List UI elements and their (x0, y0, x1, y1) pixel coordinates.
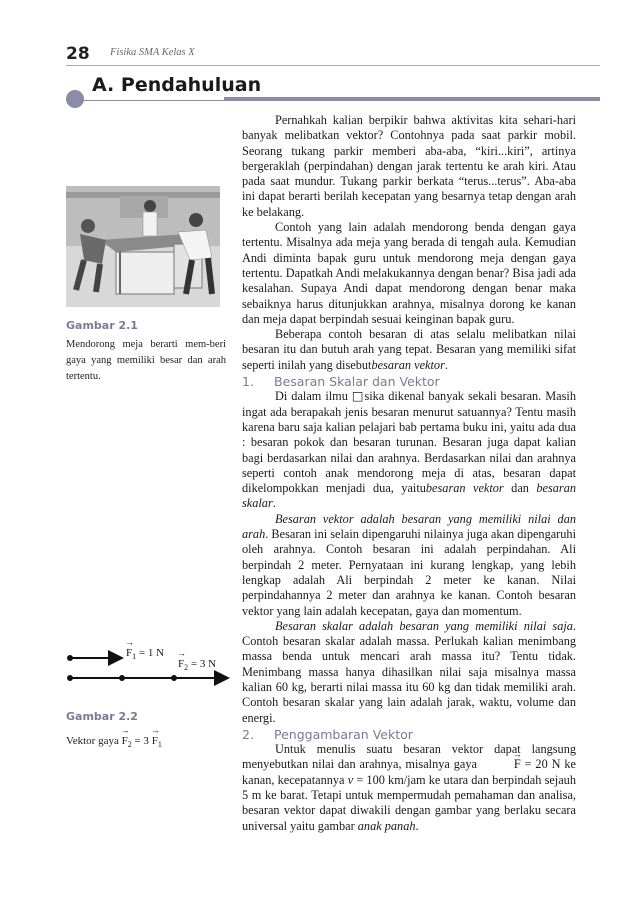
paragraph-6: Besaran skalar adalah besaran yang memiliki nilai saja. Contoh besaran skalar adalah massa. Perlukah kalian menimbang massa benda untuk mencari arah massa itu? Tentu tidak. Menimbang massa hanya dihasilkan nilai saja misalnya massa kalian 60 kg, berarti nilai massa itu 60 kg dan tidak memiliki arah. Contoh besaran skalar yang lain adalah jarak, waktu, volume dan energi. (242, 618, 576, 725)
subheading-2: 2. Penggambaran Vektor (242, 726, 413, 742)
paragraph-3: Beberapa contoh besaran di atas selalu melibatkan nilai besaran itu dan butuh arah yang tepat. Besaran yang memiliki sifat seperti inilah yang disebutbesaran vektor. (242, 327, 576, 372)
figure-1-caption: Mendorong meja berarti mem-beri gaya yang memiliki besar dan arah tertentu. (66, 339, 226, 382)
paragraph-2: Contoh yang lain adalah mendorong benda dengan gaya tertentu. Misalnya ada meja yang berada di tengah aula. Kemudian Andi diminta bapak guru untuk mendorong meja dengan gaya tertentu. Dapatkah Andi melakukannya dengan benar? Bisa jadi ada kesalahan. Supaya Andi dapat mendorong dengan benar maka sebaiknya harus ditunjukkan arahnya, misalnya dorong ke kanan dan meja dapat berpindah sesuai keinginan bapak guru. (242, 220, 576, 326)
figure-2-title: Gambar 2.2 (66, 710, 138, 723)
subheading-1: 1. Besaran Skalar dan Vektor (242, 374, 440, 390)
vector-f1-tail (67, 655, 73, 661)
header-rule (66, 65, 600, 66)
section-bullet-dot (66, 90, 84, 108)
vector-f1-label: → $F_1 = 1$ N (126, 647, 164, 661)
photo-pushing-table (66, 186, 220, 307)
paragraph-4: Di dalam ilmu □sika dikenal banyak sekali besaran. Masih ingat ada berapakah jenis besaran menurut satuannya? Tentu masih karena baru saja kalian pelajari bab pertama buku ini, yaitu ada dua : besaran pokok dan besaran turunan. Besaran juga dapat kalian bagi berdasarkan nilai dan arahnya. Berdasarkan nilai dan arahnya seperti contoh anak mendorong meja di atas, besaran dapat dikelompokkan menjadi dua, yaitubesaran vektor dan besaran skalar. (242, 389, 577, 511)
vector-f2-mark-1 (119, 675, 125, 681)
paragraph-5: Besaran vektor adalah besaran yang memiliki nilai dan arah. Besaran ini selain dipengaruhi nilainya juga akan dipengaruhi oleh arahnya. Contoh besaran ini adalah perpindahan. Ali berpindah 2 meter. Pernyataan ini kurang lengkap, yang lebih lengkap adalah Ali berpindah 2 meter ke kanan. Nilai perpindahannya 2 meter dan arahnya ke kanan. Contoh besaran vektor yang lain adalah kecepatan, gaya dan momentum. (242, 511, 576, 618)
paragraph-1: Pernahkah kalian berpikir bahwa aktivitas kita sehari-hari banyak melibatkan vektor? Contohnya pada saat parkir mobil. Seorang tukang parkir memberi aba-aba, “kiri...kiri”, artinya bergeraklah (perpindahan) dengan jarak tertentu ke arah kiri. Atau pada saat mundur. Tukang parkir berkata “terus...terus”. Aba-aba ini dapat berarti berilah kecepatan yang besarnya tetap dengan arah ke belakang. (242, 113, 576, 219)
figure-2-caption: Vektor gaya → $F_2 = 3 \to F_1$ (66, 735, 162, 749)
vector-f2-tail (67, 675, 73, 681)
vector-f2-label: → $F_2 = 3$ N (178, 658, 216, 672)
page-number: 28 (66, 44, 90, 64)
section-heading: A. Pendahuluan (92, 74, 262, 96)
main-body-text (242, 113, 576, 834)
photo-illustration (66, 186, 220, 307)
vector-f2-mark-2 (171, 675, 177, 681)
running-header: Fisika SMA Kelas X (110, 47, 195, 58)
paragraph-7: Untuk menulis suatu besaran vektor dapat langsung menyebutkan nilai dan arahnya, misalnya gaya → F = 20 N ke kanan, kecepatannya v = 100 km/jam ke utara dan berpindah sejauh 5 m ke barat. Tetapi untuk mempermudah pemahaman dan analisa, besaran vektor dapat diwakili dengan gambar yang berlaku secara universal yaitu gambar anak panah. (242, 742, 576, 834)
figure-1-title: Gambar 2.1 (66, 319, 138, 332)
